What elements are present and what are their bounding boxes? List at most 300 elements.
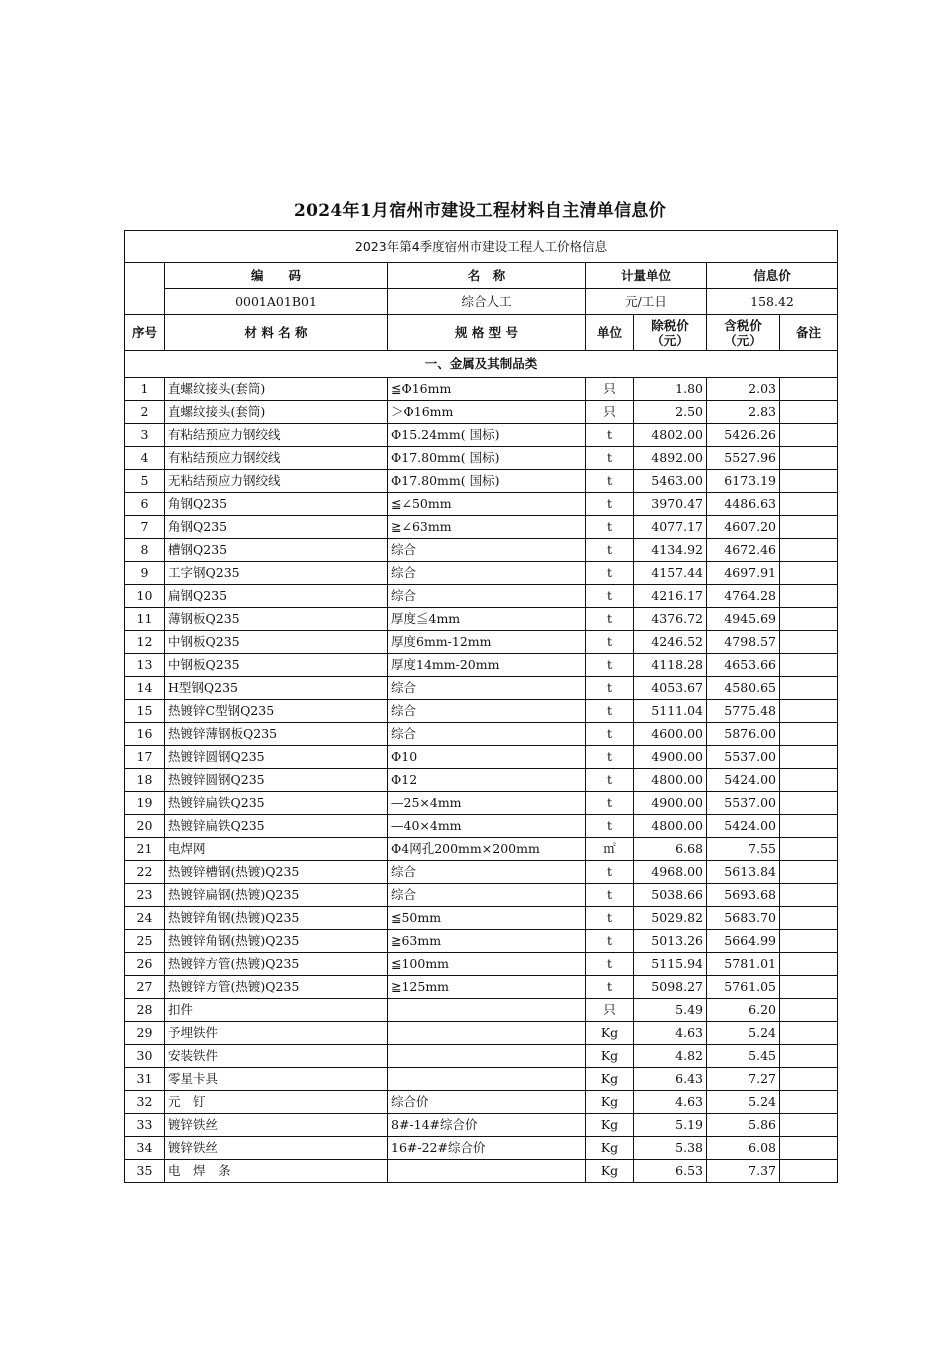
table-row xyxy=(125,677,838,700)
row-material-name: 热镀锌扁钢(热镀)Q235 xyxy=(165,884,388,907)
row-ex-tax-price: 3970.47 xyxy=(634,493,707,516)
row-unit: Kg xyxy=(586,1045,634,1068)
row-material-name: 直螺纹接头(套筒) xyxy=(165,378,388,401)
row-unit: t xyxy=(586,424,634,447)
table-row xyxy=(125,631,838,654)
row-spec: 综合 xyxy=(388,861,586,884)
row-ex-tax-price: 4900.00 xyxy=(634,792,707,815)
row-spec xyxy=(388,1160,586,1183)
row-seq: 25 xyxy=(125,930,165,953)
row-ex-tax-price: 5.49 xyxy=(634,999,707,1022)
row-unit: t xyxy=(586,608,634,631)
row-seq: 14 xyxy=(125,677,165,700)
row-ex-tax-price: 4157.44 xyxy=(634,562,707,585)
row-remark xyxy=(780,976,838,999)
row-ex-tax-price: 4900.00 xyxy=(634,746,707,769)
row-spec: —25×4mm xyxy=(388,792,586,815)
labor-col-price: 信息价 xyxy=(707,263,838,289)
row-inc-tax-price: 5527.96 xyxy=(707,447,780,470)
table-row xyxy=(125,907,838,930)
table-row xyxy=(125,1137,838,1160)
row-ex-tax-price: 4053.67 xyxy=(634,677,707,700)
labor-col-code: 编 码 xyxy=(165,263,388,289)
row-inc-tax-price: 6.08 xyxy=(707,1137,780,1160)
labor-value-row xyxy=(125,289,838,315)
row-remark xyxy=(780,677,838,700)
row-inc-tax-price: 4697.91 xyxy=(707,562,780,585)
row-inc-tax-price: 4486.63 xyxy=(707,493,780,516)
row-ex-tax-price: 5115.94 xyxy=(634,953,707,976)
row-remark xyxy=(780,907,838,930)
row-material-name: 热镀锌扁铁Q235 xyxy=(165,815,388,838)
row-inc-tax-price: 7.27 xyxy=(707,1068,780,1091)
table-row xyxy=(125,1160,838,1183)
row-spec xyxy=(388,1045,586,1068)
row-remark xyxy=(780,516,838,539)
labor-code: 0001A01B01 xyxy=(165,289,388,315)
row-material-name: 元 钉 xyxy=(165,1091,388,1114)
row-unit: t xyxy=(586,907,634,930)
row-spec: 8#-14#综合价 xyxy=(388,1114,586,1137)
row-spec: 综合 xyxy=(388,723,586,746)
row-remark xyxy=(780,1022,838,1045)
row-ex-tax-price: 5013.26 xyxy=(634,930,707,953)
table-row xyxy=(125,723,838,746)
row-spec: ≧63mm xyxy=(388,930,586,953)
labor-price: 158.42 xyxy=(707,289,838,315)
table-row xyxy=(125,792,838,815)
row-material-name: 工字钢Q235 xyxy=(165,562,388,585)
labor-heading-row xyxy=(125,231,838,263)
row-material-name: 热镀锌方管(热镀)Q235 xyxy=(165,953,388,976)
row-spec: 厚度14mm-20mm xyxy=(388,654,586,677)
row-unit: t xyxy=(586,861,634,884)
row-remark xyxy=(780,539,838,562)
row-ex-tax-price: 4376.72 xyxy=(634,608,707,631)
row-inc-tax-price: 6173.19 xyxy=(707,470,780,493)
table-row xyxy=(125,976,838,999)
row-seq: 32 xyxy=(125,1091,165,1114)
row-unit: t xyxy=(586,953,634,976)
row-unit: t xyxy=(586,769,634,792)
labor-col-name: 名 称 xyxy=(388,263,586,289)
table-row xyxy=(125,815,838,838)
row-material-name: 中钢板Q235 xyxy=(165,654,388,677)
col-seq: 序号 xyxy=(125,315,165,351)
table-row xyxy=(125,401,838,424)
table-row xyxy=(125,447,838,470)
row-inc-tax-price: 5664.99 xyxy=(707,930,780,953)
row-material-name: 热镀锌薄钢板Q235 xyxy=(165,723,388,746)
row-inc-tax-price: 4580.65 xyxy=(707,677,780,700)
row-inc-tax-price: 5.45 xyxy=(707,1045,780,1068)
row-material-name: 电 焊 条 xyxy=(165,1160,388,1183)
row-seq: 29 xyxy=(125,1022,165,1045)
row-seq: 19 xyxy=(125,792,165,815)
table-row xyxy=(125,424,838,447)
row-material-name: 直螺纹接头(套筒) xyxy=(165,401,388,424)
labor-name: 综合人工 xyxy=(388,289,586,315)
row-material-name: 有粘结预应力钢绞线 xyxy=(165,424,388,447)
row-seq: 2 xyxy=(125,401,165,424)
section-row xyxy=(125,351,838,378)
row-unit: t xyxy=(586,585,634,608)
row-spec: 综合 xyxy=(388,585,586,608)
row-material-name: 有粘结预应力钢绞线 xyxy=(165,447,388,470)
col-ex-tax-line2: （元） xyxy=(651,332,689,348)
row-spec: ≦∠50mm xyxy=(388,493,586,516)
row-remark xyxy=(780,930,838,953)
row-remark xyxy=(780,447,838,470)
row-ex-tax-price: 4134.92 xyxy=(634,539,707,562)
row-remark xyxy=(780,1137,838,1160)
row-spec: ≦50mm xyxy=(388,907,586,930)
row-spec: ≧∠63mm xyxy=(388,516,586,539)
row-inc-tax-price: 5426.26 xyxy=(707,424,780,447)
row-remark xyxy=(780,470,838,493)
row-ex-tax-price: 4802.00 xyxy=(634,424,707,447)
row-seq: 35 xyxy=(125,1160,165,1183)
row-ex-tax-price: 4216.17 xyxy=(634,585,707,608)
section-heading: 一、金属及其制品类 xyxy=(125,351,838,378)
row-seq: 23 xyxy=(125,884,165,907)
row-ex-tax-price: 4.63 xyxy=(634,1022,707,1045)
table-row xyxy=(125,585,838,608)
table-row xyxy=(125,1091,838,1114)
row-ex-tax-price: 4.82 xyxy=(634,1045,707,1068)
row-remark xyxy=(780,746,838,769)
row-remark xyxy=(780,769,838,792)
row-ex-tax-price: 6.68 xyxy=(634,838,707,861)
table-row xyxy=(125,1114,838,1137)
table-row xyxy=(125,1068,838,1091)
row-unit: ㎡ xyxy=(586,838,634,861)
row-unit: t xyxy=(586,539,634,562)
row-remark xyxy=(780,861,838,884)
row-material-name: 热镀锌圆钢Q235 xyxy=(165,769,388,792)
row-seq: 34 xyxy=(125,1137,165,1160)
row-ex-tax-price: 4800.00 xyxy=(634,769,707,792)
row-inc-tax-price: 4672.46 xyxy=(707,539,780,562)
col-spec: 规 格 型 号 xyxy=(388,315,586,351)
row-seq: 21 xyxy=(125,838,165,861)
table-row xyxy=(125,608,838,631)
row-material-name: 薄钢板Q235 xyxy=(165,608,388,631)
row-seq: 26 xyxy=(125,953,165,976)
table-row xyxy=(125,654,838,677)
row-unit: t xyxy=(586,792,634,815)
table-row xyxy=(125,769,838,792)
col-material: 材 料 名 称 xyxy=(165,315,388,351)
row-inc-tax-price: 7.37 xyxy=(707,1160,780,1183)
row-unit: t xyxy=(586,516,634,539)
row-unit: t xyxy=(586,976,634,999)
row-inc-tax-price: 4764.28 xyxy=(707,585,780,608)
row-spec: Φ15.24mm( 国标) xyxy=(388,424,586,447)
table-row xyxy=(125,470,838,493)
row-inc-tax-price: 5424.00 xyxy=(707,815,780,838)
row-remark xyxy=(780,838,838,861)
row-spec: 综合 xyxy=(388,884,586,907)
row-spec: ＞Φ16mm xyxy=(388,401,586,424)
row-ex-tax-price: 4968.00 xyxy=(634,861,707,884)
row-unit: 只 xyxy=(586,999,634,1022)
row-ex-tax-price: 5463.00 xyxy=(634,470,707,493)
row-inc-tax-price: 5683.70 xyxy=(707,907,780,930)
row-remark xyxy=(780,792,838,815)
row-seq: 17 xyxy=(125,746,165,769)
row-remark xyxy=(780,884,838,907)
row-ex-tax-price: 4118.28 xyxy=(634,654,707,677)
row-ex-tax-price: 4246.52 xyxy=(634,631,707,654)
row-spec: 厚度6mm-12mm xyxy=(388,631,586,654)
row-unit: t xyxy=(586,631,634,654)
row-seq: 4 xyxy=(125,447,165,470)
row-remark xyxy=(780,815,838,838)
row-seq: 3 xyxy=(125,424,165,447)
row-spec: 综合 xyxy=(388,700,586,723)
row-inc-tax-price: 4653.66 xyxy=(707,654,780,677)
row-unit: 只 xyxy=(586,401,634,424)
row-seq: 6 xyxy=(125,493,165,516)
row-inc-tax-price: 2.03 xyxy=(707,378,780,401)
row-unit: t xyxy=(586,884,634,907)
row-material-name: 热镀锌圆钢Q235 xyxy=(165,746,388,769)
row-remark xyxy=(780,723,838,746)
row-remark xyxy=(780,999,838,1022)
table-row xyxy=(125,539,838,562)
row-seq: 31 xyxy=(125,1068,165,1091)
col-remark: 备注 xyxy=(780,315,838,351)
row-unit: Kg xyxy=(586,1022,634,1045)
row-inc-tax-price: 5537.00 xyxy=(707,792,780,815)
row-spec: Φ17.80mm( 国标) xyxy=(388,470,586,493)
row-remark xyxy=(780,1045,838,1068)
row-ex-tax-price: 5029.82 xyxy=(634,907,707,930)
row-unit: t xyxy=(586,723,634,746)
row-material-name: 无粘结预应力钢绞线 xyxy=(165,470,388,493)
row-material-name: 镀锌铁丝 xyxy=(165,1114,388,1137)
column-header-row xyxy=(125,315,838,351)
row-material-name: 热镀锌方管(热镀)Q235 xyxy=(165,976,388,999)
row-remark xyxy=(780,953,838,976)
labor-col-unit: 计量单位 xyxy=(586,263,707,289)
row-spec xyxy=(388,1068,586,1091)
row-remark xyxy=(780,562,838,585)
row-ex-tax-price: 4892.00 xyxy=(634,447,707,470)
row-seq: 30 xyxy=(125,1045,165,1068)
table-row xyxy=(125,953,838,976)
row-seq: 20 xyxy=(125,815,165,838)
row-seq: 5 xyxy=(125,470,165,493)
table-row xyxy=(125,1045,838,1068)
col-ex-tax xyxy=(634,315,707,351)
col-inc-tax-line1: 含税价 xyxy=(724,317,762,333)
row-seq: 22 xyxy=(125,861,165,884)
row-seq: 9 xyxy=(125,562,165,585)
table-row xyxy=(125,838,838,861)
row-unit: t xyxy=(586,470,634,493)
row-unit: t xyxy=(586,930,634,953)
table-row xyxy=(125,493,838,516)
row-material-name: 槽钢Q235 xyxy=(165,539,388,562)
row-seq: 33 xyxy=(125,1114,165,1137)
row-spec: ≧125mm xyxy=(388,976,586,999)
row-remark xyxy=(780,585,838,608)
row-material-name: 热镀锌角钢(热镀)Q235 xyxy=(165,930,388,953)
row-unit: Kg xyxy=(586,1137,634,1160)
row-spec xyxy=(388,1022,586,1045)
row-material-name: 热镀锌扁铁Q235 xyxy=(165,792,388,815)
row-material-name: 角钢Q235 xyxy=(165,493,388,516)
table-row xyxy=(125,861,838,884)
row-remark xyxy=(780,654,838,677)
row-spec: 厚度≦4mm xyxy=(388,608,586,631)
row-remark xyxy=(780,1091,838,1114)
row-spec: ≦100mm xyxy=(388,953,586,976)
row-spec: 综合 xyxy=(388,539,586,562)
row-seq: 12 xyxy=(125,631,165,654)
row-ex-tax-price: 1.80 xyxy=(634,378,707,401)
row-unit: t xyxy=(586,746,634,769)
row-ex-tax-price: 5.38 xyxy=(634,1137,707,1160)
row-unit: t xyxy=(586,700,634,723)
row-inc-tax-price: 5775.48 xyxy=(707,700,780,723)
row-material-name: 扣件 xyxy=(165,999,388,1022)
row-material-name: 扁钢Q235 xyxy=(165,585,388,608)
table-row xyxy=(125,562,838,585)
row-material-name: 予埋铁件 xyxy=(165,1022,388,1045)
row-remark xyxy=(780,1114,838,1137)
row-material-name: 镀锌铁丝 xyxy=(165,1137,388,1160)
row-inc-tax-price: 2.83 xyxy=(707,401,780,424)
col-ex-tax-line1: 除税价 xyxy=(651,317,689,333)
row-ex-tax-price: 5.19 xyxy=(634,1114,707,1137)
row-seq: 8 xyxy=(125,539,165,562)
labor-header-row xyxy=(125,263,838,289)
row-spec: 综合 xyxy=(388,562,586,585)
row-unit: Kg xyxy=(586,1160,634,1183)
row-spec: Φ10 xyxy=(388,746,586,769)
row-spec: Φ12 xyxy=(388,769,586,792)
labor-heading: 2023年第4季度宿州市建设工程人工价格信息 xyxy=(125,231,838,263)
row-unit: t xyxy=(586,447,634,470)
row-ex-tax-price: 6.43 xyxy=(634,1068,707,1091)
row-unit: 只 xyxy=(586,378,634,401)
row-seq: 15 xyxy=(125,700,165,723)
table-row xyxy=(125,930,838,953)
row-spec: 综合价 xyxy=(388,1091,586,1114)
row-ex-tax-price: 4.63 xyxy=(634,1091,707,1114)
row-spec: 综合 xyxy=(388,677,586,700)
table-row xyxy=(125,999,838,1022)
row-inc-tax-price: 4798.57 xyxy=(707,631,780,654)
row-unit: t xyxy=(586,493,634,516)
row-ex-tax-price: 5111.04 xyxy=(634,700,707,723)
row-remark xyxy=(780,631,838,654)
row-unit: t xyxy=(586,562,634,585)
row-unit: t xyxy=(586,815,634,838)
row-material-name: 中钢板Q235 xyxy=(165,631,388,654)
row-inc-tax-price: 5.24 xyxy=(707,1022,780,1045)
row-remark xyxy=(780,378,838,401)
row-spec: ≦Φ16mm xyxy=(388,378,586,401)
row-inc-tax-price: 5613.84 xyxy=(707,861,780,884)
row-remark xyxy=(780,608,838,631)
row-ex-tax-price: 5038.66 xyxy=(634,884,707,907)
row-seq: 13 xyxy=(125,654,165,677)
row-inc-tax-price: 5.86 xyxy=(707,1114,780,1137)
row-inc-tax-price: 4945.69 xyxy=(707,608,780,631)
row-seq: 24 xyxy=(125,907,165,930)
row-seq: 16 xyxy=(125,723,165,746)
row-remark xyxy=(780,493,838,516)
row-unit: t xyxy=(586,654,634,677)
row-inc-tax-price: 4607.20 xyxy=(707,516,780,539)
table-row xyxy=(125,700,838,723)
row-material-name: 角钢Q235 xyxy=(165,516,388,539)
labor-unit: 元/工日 xyxy=(586,289,707,315)
row-ex-tax-price: 5098.27 xyxy=(634,976,707,999)
row-seq: 7 xyxy=(125,516,165,539)
row-material-name: 零星卡具 xyxy=(165,1068,388,1091)
row-material-name: 电焊网 xyxy=(165,838,388,861)
row-remark xyxy=(780,700,838,723)
row-inc-tax-price: 5876.00 xyxy=(707,723,780,746)
price-table xyxy=(124,230,838,1183)
row-ex-tax-price: 6.53 xyxy=(634,1160,707,1183)
row-seq: 10 xyxy=(125,585,165,608)
row-ex-tax-price: 4800.00 xyxy=(634,815,707,838)
table-row xyxy=(125,516,838,539)
page-title: 2024年1月宿州市建设工程材料自主清单信息价 xyxy=(293,201,667,221)
row-seq: 27 xyxy=(125,976,165,999)
row-inc-tax-price: 5693.68 xyxy=(707,884,780,907)
row-unit: Kg xyxy=(586,1068,634,1091)
row-inc-tax-price: 5761.05 xyxy=(707,976,780,999)
table-row xyxy=(125,884,838,907)
row-ex-tax-price: 4600.00 xyxy=(634,723,707,746)
row-inc-tax-price: 6.20 xyxy=(707,999,780,1022)
row-remark xyxy=(780,401,838,424)
row-material-name: 热镀锌槽钢(热镀)Q235 xyxy=(165,861,388,884)
row-material-name: 热镀锌角钢(热镀)Q235 xyxy=(165,907,388,930)
row-spec: Φ4网孔200mm×200mm xyxy=(388,838,586,861)
row-spec: Φ17.80mm( 国标) xyxy=(388,447,586,470)
row-remark xyxy=(780,1068,838,1091)
row-seq: 1 xyxy=(125,378,165,401)
row-inc-tax-price: 5.24 xyxy=(707,1091,780,1114)
row-material-name: 安装铁件 xyxy=(165,1045,388,1068)
row-ex-tax-price: 2.50 xyxy=(634,401,707,424)
row-inc-tax-price: 7.55 xyxy=(707,838,780,861)
row-remark xyxy=(780,424,838,447)
col-inc-tax xyxy=(707,315,780,351)
row-material-name: 热镀锌C型钢Q235 xyxy=(165,700,388,723)
row-unit: Kg xyxy=(586,1091,634,1114)
row-unit: t xyxy=(586,677,634,700)
table-row xyxy=(125,1022,838,1045)
row-seq: 18 xyxy=(125,769,165,792)
row-unit: Kg xyxy=(586,1114,634,1137)
row-material-name: H型钢Q235 xyxy=(165,677,388,700)
row-spec xyxy=(388,999,586,1022)
blank-cell xyxy=(125,263,165,315)
row-inc-tax-price: 5424.00 xyxy=(707,769,780,792)
table-row xyxy=(125,746,838,769)
table-row xyxy=(125,378,838,401)
row-seq: 28 xyxy=(125,999,165,1022)
